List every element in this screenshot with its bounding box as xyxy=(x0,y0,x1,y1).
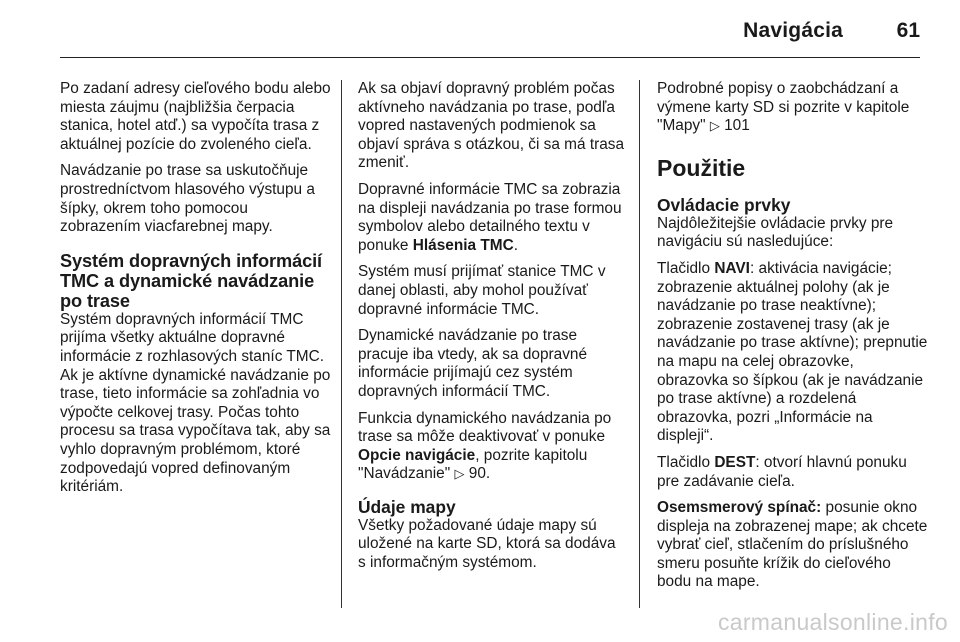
section-heading: Ovládacie prvky xyxy=(657,194,791,215)
text: Dopravné informácie TMC sa zobrazia na displeji navádzania po trase formou symbolov alebo detailného textu v ponuke xyxy=(358,180,622,254)
paragraph: Dynamické navádzanie po trase pracuje iba vtedy, ak sa dopravné informácie prijímajú cez systém dopravných informácií TMC. xyxy=(358,327,588,400)
menu-name: Opcie navigácie xyxy=(358,446,476,464)
column-2 xyxy=(358,80,626,581)
paragraph: Po zadaní adresy cieľového bodu alebo miesta záujmu (najbližšia čerpacia stanica, hotel atď.) sa vypočíta trasa z aktuálnej pozície do zvoleného cieľa. xyxy=(60,80,331,153)
paragraph: Najdôležitejšie ovládacie prvky pre navigáciu sú nasledujúce: xyxy=(657,214,894,251)
text: : aktivácia navigácie; zobrazenie aktuálnej polohy (ak je navádzanie po trase neaktívne); zobrazenie zostavenej trasy (ak je navádzanie po trase aktívne); prepnutie na mapu na celej obrazovke, obrazovka so šípkou (ak je navádzanie po trase aktívne) a rozdelená obrazovka, pozri „Informácie na displeji“. xyxy=(657,259,928,445)
column-divider xyxy=(341,80,342,608)
text: Funkcia dynamického navádzania po trase sa môže deaktivovať v ponuke xyxy=(358,409,612,446)
column-1 xyxy=(60,80,332,505)
watermark: carmanualsonline.info xyxy=(717,609,948,635)
paragraph xyxy=(657,499,929,592)
chapter-heading: Použitie xyxy=(657,154,746,181)
text: . xyxy=(513,236,518,254)
page-reference: 101 xyxy=(719,117,750,135)
paragraph xyxy=(358,181,626,255)
paragraph: Systém dopravných informácií TMC prijíma všetky aktuálne dopravné informácie z rozhlasových staníc TMC. Ak je aktívne dynamické navádzanie po trase, tieto informácie sa zohľadnia vo výpočte celkovej trasy. Počas tohto procesu sa trasa vypočítava tak, aby sa vyhlo dopravným problémom, ktoré zodpovedajú vopred definovaným kritériám. xyxy=(60,310,331,496)
paragraph xyxy=(657,454,929,491)
text: Podrobné popisy o zaobchádzaní a výmene karty SD si pozrite v kapitole "Mapy" xyxy=(657,80,910,135)
paragraph xyxy=(657,260,929,446)
menu-name: Hlásenia TMC xyxy=(412,236,514,254)
column-divider xyxy=(639,80,640,608)
paragraph xyxy=(358,410,626,484)
page-reference: 90. xyxy=(464,465,491,483)
text: : otvorí hlavnú ponuku pre zadávanie cieľa. xyxy=(657,453,907,490)
page-reference-icon: ▷ xyxy=(454,466,465,482)
section-heading: Systém dopravných informácií TMC a dynamické navádzanie po trase xyxy=(60,250,323,311)
page-title: Navigácia xyxy=(743,19,843,42)
paragraph xyxy=(657,80,929,136)
text: Tlačidlo xyxy=(657,453,715,471)
paragraph: Systém musí prijímať stanice TMC v danej oblasti, aby mohol používať dopravné informácie TMC. xyxy=(358,263,606,318)
paragraph: Navádzanie po trase sa uskutočňuje prostredníctvom hlasového výstupu a šípky, okrem toho pomocou zobrazením viacfarebnej mapy. xyxy=(60,162,315,236)
page-number: 61 xyxy=(896,19,920,42)
header-rule xyxy=(60,57,920,58)
control-name: Osemsmerový spínač: xyxy=(657,499,822,517)
text: , pozrite kapitolu "Navádzanie" xyxy=(358,446,588,483)
paragraph: Všetky požadované údaje mapy sú uložené na karte SD, ktorá sa dodáva s informačným systémom. xyxy=(358,516,616,572)
page-header xyxy=(0,0,960,58)
column-3 xyxy=(657,80,929,600)
text: posunie okno displeja na zobrazenej mape; ak chcete vybrať cieľ, stlačením do príslušného smeru posuňte krížik do cieľového bodu na mape. xyxy=(657,499,928,591)
button-name: NAVI xyxy=(714,259,750,277)
page-reference-icon: ▷ xyxy=(709,118,720,134)
paragraph: Ak sa objaví dopravný problém počas aktívneho navádzania po trase, podľa vopred nastavených podmienok sa objaví správa s otázkou, či sa má trasa zmeniť. xyxy=(358,80,625,172)
button-name: DEST xyxy=(714,453,756,471)
text: Tlačidlo xyxy=(657,259,715,277)
section-heading: Údaje mapy xyxy=(358,496,456,517)
